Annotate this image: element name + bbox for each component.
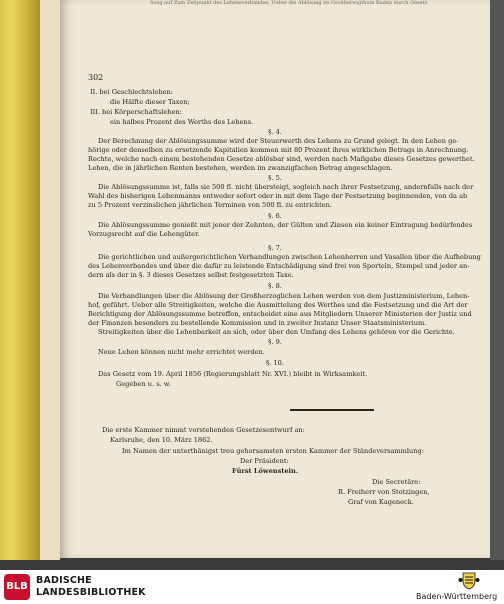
text-line: der Finanzen besonders zu bestellende Kommission und in zweiter Instanz Unser Staatsministerium. [88,319,427,327]
text-line: ein halbes Prozent des Werths des Lehens. [110,118,254,126]
closing-line: Die erste Kammer nimmt vorstehenden Gesetzesentwurf an: [102,426,305,434]
blb-logo-icon: BLB [4,574,30,600]
scanned-page [60,0,490,558]
text-line: Rechte, welche nach einem bestehenden Gesetze ablösbar sind, werden nach Maßgabe dieses Gesetzes gewerthet. [88,155,475,163]
text-line: Berichtigung der Ablösungssumme betreffen, entscheidet eine aus Mitgliedern Unserer Ministerien der Justiz und [88,310,472,318]
president-title: Der Präsident: [240,457,289,465]
text-line: Wahl des bisherigen Lehenmanns entweder sofort oder in mit dem Tage der Festsetzung beginnenden, von da ab [88,192,468,200]
divider-rule [290,409,374,411]
section-heading: §. 8. [268,282,282,290]
section-heading: §. 5. [268,174,282,182]
text-line: zu 5 Prozent verzinslichen jährlichen Terminen von 500 fl. zu entrichten. [88,201,333,209]
place-date: Karlsruhe, den 10. März 1862. [110,436,213,444]
text-line: des Lehenverbandes und über die dafür zu leistende Entschädigung sind frei von Sporteln, Stempel und jeder an- [88,262,470,270]
section-heading: §. 7. [268,244,282,252]
secretary-signature: R. Freiherr von Stotzingen, [338,488,430,496]
text-line: Die Ablösungssumme ist, falls sie 500 fl. nicht übersteigt, sogleich nach ihrer Festsetzung, andernfalls nach der [98,183,474,191]
text-line: dern als der in §. 3 dieses Gesetzes selbst festgesetzten Taxe. [88,271,294,279]
secretaries-title: Die Secretäre: [372,478,421,486]
library-name-line2: LANDESBIBLIOTHEK [36,587,146,598]
text-line: III. bei Körperschaftslehen: [90,108,182,116]
text-line: Gegeben u. s. w. [116,380,171,388]
text-line: Streitigkeiten über die Lehenbarkeit an sich, oder über den Umfang des Lehens gehören vor die Gerichte. [98,328,455,336]
closing-line: Im Namen der unterthänigst treu gehorsamsten ersten Kammer der Ständeversammlung: [122,447,424,455]
viewer-margin [490,0,504,560]
coat-of-arms-icon [458,572,480,590]
text-line: II. bei Geschlechtslehen: [90,88,173,96]
secretary-signature: Graf von Kageneck. [348,498,414,506]
library-name-line1: BADISCHE [36,575,92,586]
book-cover-edge [0,0,40,560]
book-page-edges [40,0,60,560]
section-heading: §. 6. [268,212,282,220]
president-signature: Fürst Löwenstein. [232,467,299,475]
text-line: Die Verhandlungen über die Ablösung der Großherzoglichen Lehen werden von dem Justizministerium, Lehen- [98,292,470,300]
text-line: Die gerichtlichen und außergerichtlichen Verhandlungen zwischen Lehenherren und Vasallen über die Aufhebung [98,253,481,261]
text-line: Der Berechnung der Ablösungssumme wird der Steuerwerth des Lehens zu Grund gelegt. In den Lehen ge- [98,137,459,145]
text-line: hörige oder denselben zu ersetzende Kapitalien kommen mit 80 Prozent ihres wirklichen Betrags in Anrechnung. [88,146,469,154]
bleed-through-text: Ausg.auf Zum Zeitpunkt des Lehensverbandes; Ueber die Ablösung im Großherzogthum Baden durch Gesetz [150,0,428,5]
text-line: Das Gesetz vom 19. April 1856 (Regierungsblatt Nr. XVI.) bleibt in Wirksamkeit. [98,370,368,378]
text-line: Vorzugsrecht auf die Lehengüter. [88,230,200,238]
section-heading: §. 10. [266,359,284,367]
section-heading: §. 4. [268,128,282,136]
footer-bar [0,570,504,604]
section-heading: §. 9. [268,338,282,346]
region-name: Baden-Württemberg [416,592,498,601]
text-line: Lehen, die in jährlichen Renten bestehen, werden im zwanzigfachen Betrag angeschlagen. [88,164,393,172]
text-line: Neue Lehen können nicht mehr errichtet werden. [98,348,265,356]
page-number: 302 [88,73,104,82]
text-line: hof, geführt. Ueber alle Streitigkeiten, welche die Ausmittelung des Werthes und die Festsetzung und die Art der [88,301,468,309]
text-line: die Hälfte dieser Taxen; [110,98,190,106]
text-line: Die Ablösungssumme genießt mit jener der Zehnten, der Gülten und Zinsen ein keiner Eintragung bedürfendes [98,221,473,229]
